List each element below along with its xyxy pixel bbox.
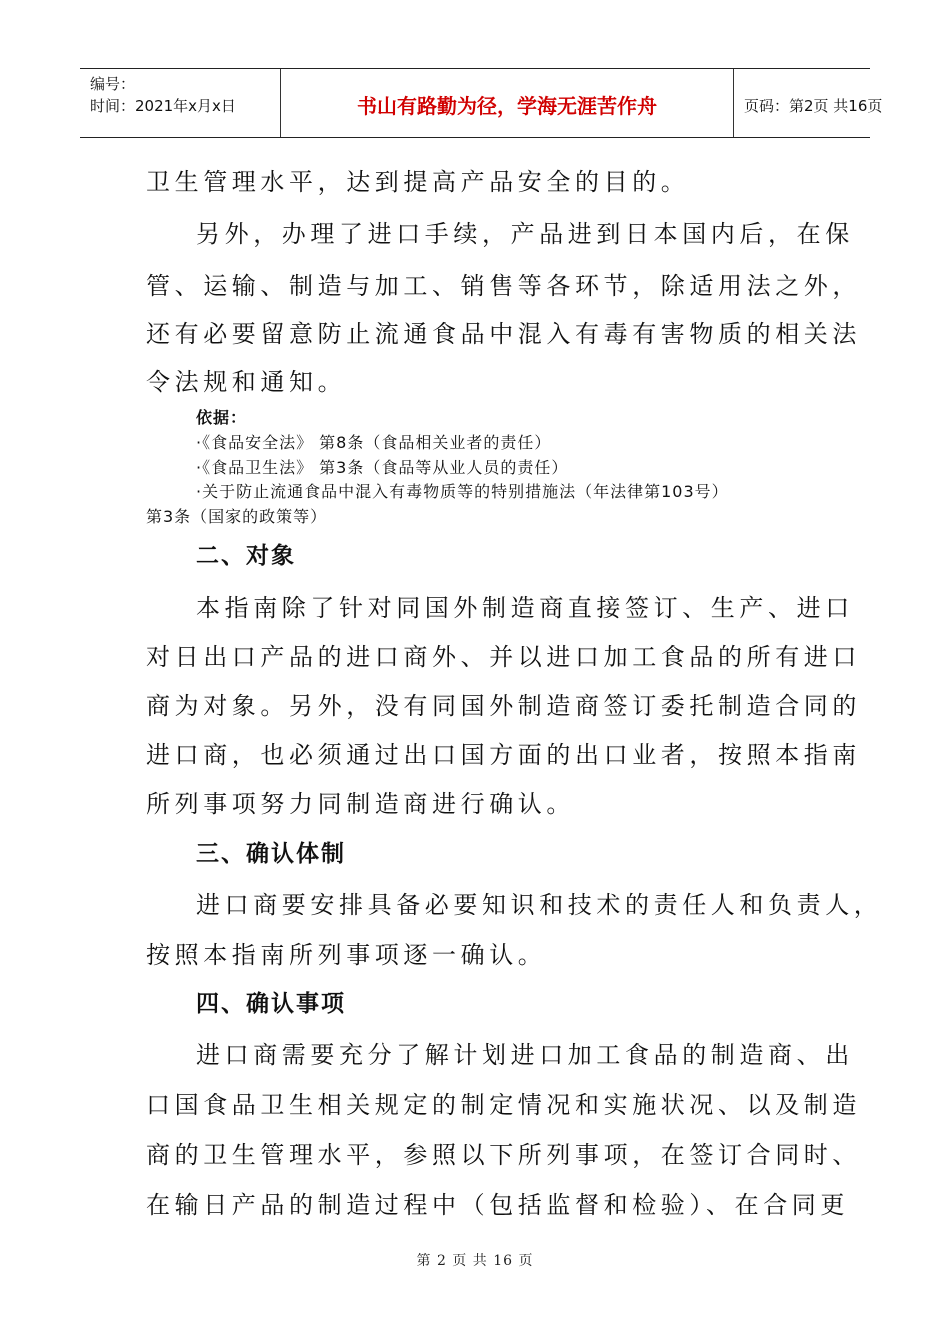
body-line: 本指南除了针对同国外制造商直接签订、生产、进口	[196, 594, 854, 622]
section-heading: 二、对象	[196, 543, 296, 569]
body-line: 对日出口产品的进口商外、并以进口加工食品的所有进口	[146, 643, 861, 671]
header-motto-cell	[280, 69, 734, 137]
body-line: 进口商需要充分了解计划进口加工食品的制造商、出	[196, 1041, 854, 1069]
body-line: 按照本指南所列事项逐一确认。	[146, 941, 547, 969]
body-line: 管、运输、制造与加工、销售等各环节，除适用法之外，	[146, 272, 861, 300]
motto: 书山有路勤为径，学海无涯苦作舟	[357, 94, 657, 118]
reference-item: 第3条（国家的政策等）	[146, 507, 328, 526]
section-heading: 三、确认体制	[196, 841, 346, 867]
reference-item: ·《食品卫生法》 第3条（食品等从业人员的责任）	[196, 458, 569, 477]
body-line: 商的卫生管理水平，参照以下所列事项，在签订合同时、	[146, 1141, 861, 1169]
body-line: 令法规和通知。	[146, 368, 347, 396]
body-line: 还有必要留意防止流通食品中混入有毒有害物质的相关法	[146, 320, 861, 348]
page-footer: 第 2 页 共 16 页	[416, 1253, 534, 1269]
body-line: 进口商，也必须通过出口国方面的出口业者，按照本指南	[146, 741, 861, 769]
body-line: 另外，办理了进口手续，产品进到日本国内后，在保	[196, 220, 854, 248]
body-line: 商为对象。另外，没有同国外制造商签订委托制造合同的	[146, 692, 861, 720]
header-info-cell	[80, 69, 280, 137]
reference-item: ·关于防止流通食品中混入有毒物质等的特别措施法（年法律第103号）	[196, 482, 729, 501]
body-line: 卫生管理水平，达到提高产品安全的目的。	[146, 168, 690, 196]
body-line: 在输日产品的制造过程中（包括监督和检验）、在合同更	[146, 1191, 849, 1219]
body-line: 所列事项努力同制造商进行确认。	[146, 790, 575, 818]
body-line: 进口商要安排具备必要知识和技术的责任人和负责人，	[196, 891, 883, 919]
time-label: 时间：2021年x月x日	[90, 97, 236, 115]
section-heading: 四、确认事项	[196, 991, 346, 1017]
reference-item: ·《食品安全法》 第8条（食品相关业者的责任）	[196, 433, 552, 452]
header-page-cell	[732, 69, 883, 137]
page-info: 页码：第2页 共16页	[744, 97, 883, 115]
page-header	[80, 68, 883, 138]
reference-title: 依据：	[196, 408, 248, 427]
body-line: 口国食品卫生相关规定的制定情况和实施状况、以及制造	[146, 1091, 861, 1119]
code-label: 编号：	[90, 75, 136, 93]
